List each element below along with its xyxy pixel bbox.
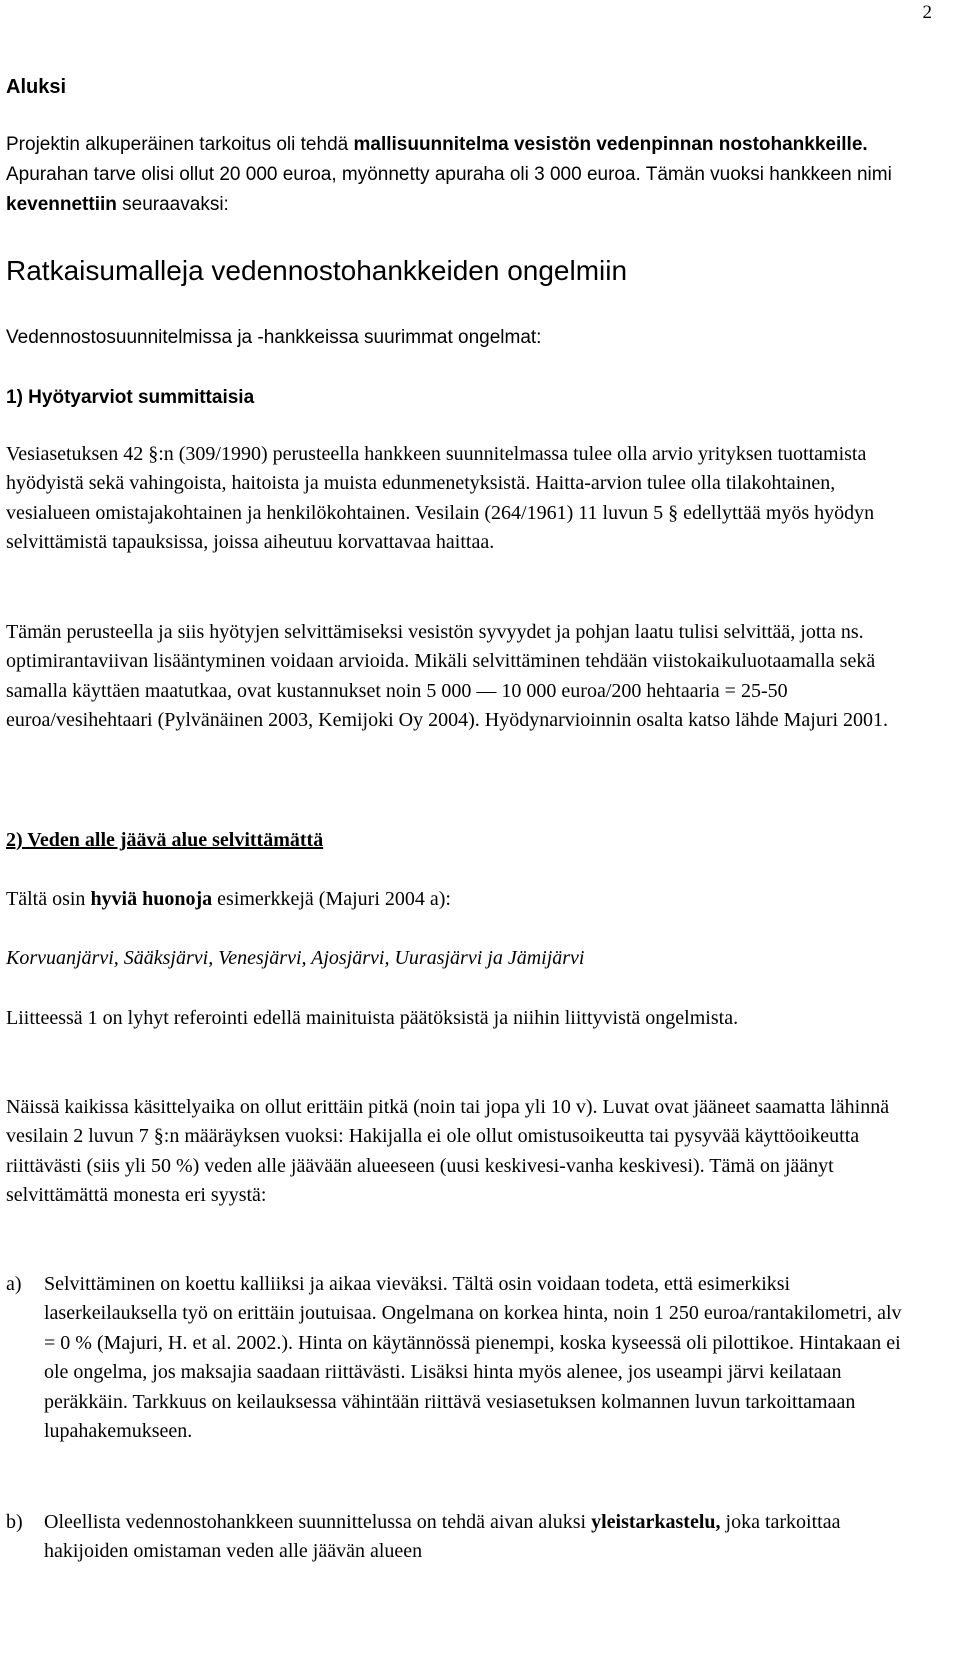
paragraph-selvittaminen: Tämän perusteella ja siis hyötyjen selvittämiseksi vesistön syvyydet ja pohjan laatu tulisi selvittää, jotta ns. optimirantaviivan lisääntyminen voidaan arvioida. Mikäli selvittäminen tehdään viistokaikuluotaamalla sekä samalla käyttäen maatutkaa, ovat kustannukset noin 5 000 — 10 000 euroa/200 hehtaaria = 25-50 euroa/vesihehtaari (Pylvänäinen 2003, Kemijoki Oy 2004). Hyödynarvioinnin osalta katso lähde Majuri 2001. (6, 621, 889, 732)
list-text-b-2: joka tarkoittaa hakijoiden omistaman veden alle jäävän alueen (44, 1511, 841, 1563)
intro-text-3: seuraavaksi: (116, 194, 229, 215)
intro-paragraph (6, 130, 906, 220)
paragraph-vesiasetus: Vesiasetuksen 42 §:n (309/1990) perusteella hankkeen suunnitelmassa tulee olla arvio yrityksen tuottamista hyödyistä sekä vahingoista, haitoista ja muista edunmenetyksistä. Haitta-arvion tulee olla tilakohtainen, vesialueen omistajakohtainen ja henkilökohtainen. Vesilain (264/1961) 11 luvun 5 § edellyttää myös hyödyn selvittämistä tapauksissa, joissa aiheutuu korvattavaa haittaa. (6, 443, 875, 554)
list-text-b-1: Oleellista vedennostohankkeen suunnittelussa on tehdä aivan aluksi (44, 1511, 592, 1533)
problem-heading-2: 2) Veden alle jäävä alue selvittämättä (6, 829, 324, 851)
lakes-list: Korvuanjärvi, Sääksjärvi, Venesjärvi, Ajosjärvi, Uurasjärvi ja Jämijärvi (6, 947, 585, 969)
problems-intro: Vedennostosuunnitelmissa ja -hankkeissa suurimmat ongelmat: (6, 327, 542, 348)
intro-text-2: Apurahan tarve olisi ollut 20 000 euroa, myönnetty apuraha oli 3 000 euroa. Tämän vuoksi hankkeen nimi (6, 164, 892, 185)
problem-heading-1: 1) Hyötyarviot summittaisia (6, 387, 255, 408)
main-title: Ratkaisumalleja vedennostohankkeiden ongelmiin (6, 255, 628, 286)
list-item-a (6, 1270, 906, 1480)
list-text-a: Selvittäminen on koettu kalliiksi ja aikaa vieväksi. Tältä osin voidaan todeta, että esimerkiksi laserkeilauksella työ on erittäin joutuisaa. Ongelmana on korkea hinta, noin 1 250 euroa/rantakilometri, alv = 0 % (Majuri, H. et al. 2002.). Hinta on käytännössä pienempi, koska kyseessä oli pilottikoe. Hintakaan ei ole ongelma, jos maksajia saadaan riittävästi. Lisäksi hinta myös alenee, jos useampi järvi keilataan peräkkäin. Tarkkuus on keilauksessa vähintään riittävä vesiasetuksen kolmannen luvun tarkoittamaan lupahakemukseen. (44, 1273, 902, 1443)
intro-bold-1: mallisuunnitelma vesistön vedenpinnan nostohankkeille. (353, 134, 868, 155)
paragraph-kasittelyaika: Näissä kaikissa käsittelyaika on ollut erittäin pitkä (noin tai jopa yli 10 v). Luvat ovat jääneet saamatta lähinnä vesilain 2 luvun 7 §:n määräyksen vuoksi: Hakijalla ei ole ollut omistusoikeutta tai pysyvää käyttöoikeutta riittävästi (siis yli 50 %) veden alle jäävään alueeseen (uusi keskivesi-vanha keskivesi). Tämä on jäänyt selvittämättä monesta eri syystä: (6, 1096, 890, 1207)
list-marker-a: a) (6, 1273, 22, 1295)
intro-bold-2: kevennettiin (6, 194, 117, 215)
examples-paragraph (6, 885, 906, 914)
list-text-b (44, 1508, 906, 1567)
intro-text-1: Projektin alkuperäinen tarkoitus oli tehdä (6, 134, 354, 155)
examples-bold: hyviä huonoja (90, 888, 213, 910)
section-heading-aluksi: Aluksi (6, 76, 67, 98)
list-marker-b: b) (6, 1511, 23, 1533)
examples-text-1: Tältä osin (6, 888, 91, 910)
list-item-b (6, 1508, 906, 1568)
paragraph-liite: Liitteessä 1 on lyhyt referointi edellä mainituista päätöksistä ja niihin liittyvistä ongelmista. (6, 1007, 739, 1029)
page-number: 2 (922, 2, 932, 23)
examples-text-2: esimerkkejä (Majuri 2004 a): (212, 888, 451, 910)
list-text-b-bold: yleistarkastelu, (591, 1511, 721, 1533)
